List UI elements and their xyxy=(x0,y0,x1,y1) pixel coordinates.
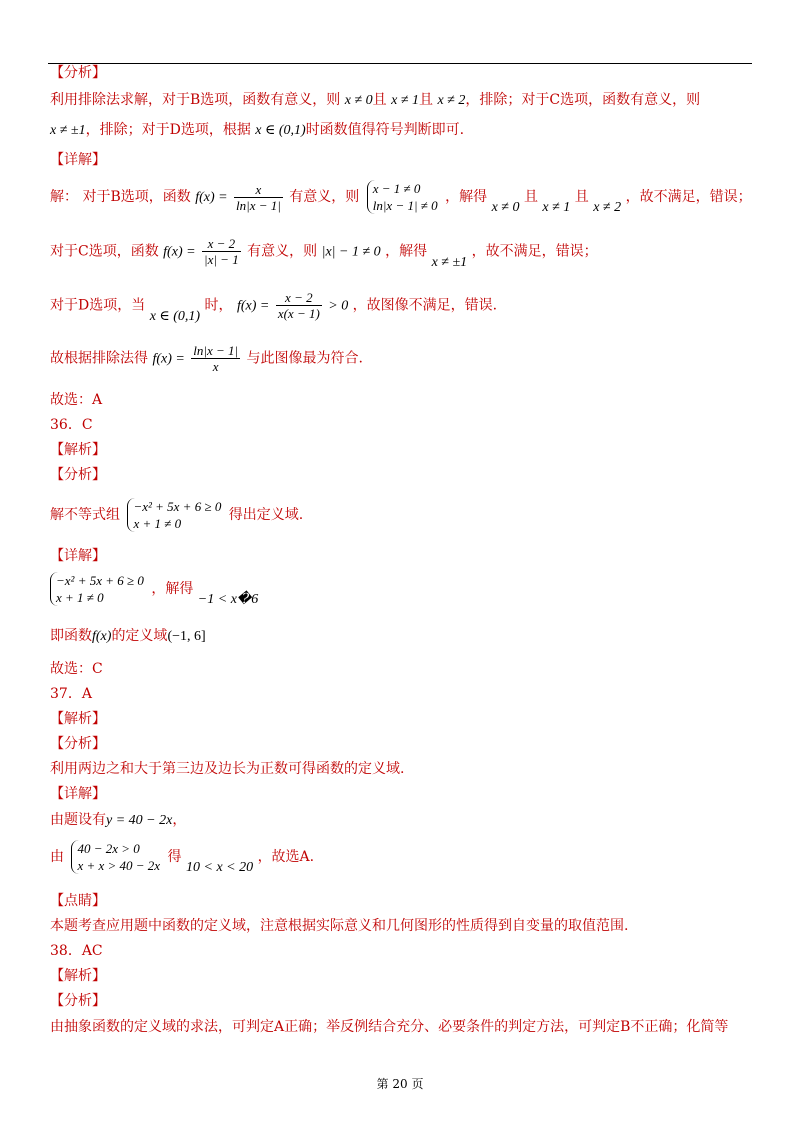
q37-comment: 本题考查应用题中函数的定义域，注意根据实际意义和几何图形的性质得到自变量的取值范围. xyxy=(50,918,629,934)
q36-choice: 故选：C xyxy=(50,661,103,677)
q37-system: 由 40 − 2x > 0 x + x > 40 − 2x 得 10 < x < 20 ，故选A. xyxy=(50,841,315,875)
q35-analysis-tag: 【分析】 xyxy=(50,65,106,81)
q38-analysis: 由抽象函数的定义域的求法，可判定A正确；举反例结合充分、必要条件的判定方法，可判定B不正确；化简等 xyxy=(50,1019,729,1035)
q35-option-b: 解： 对于B选项，函数 f(x) = $\frac{x}{\ln|x - 1|}$ 有意义，则 x − 1 ≠ 0 ln|x − 1| ≠ 0 ，解得 x ≠ 0 且 x ≠ 1 且 x ≠ 2 ，故不满足，错误； xyxy=(50,181,752,215)
q35-option-c: 对于C选项，函数 f(x) = $\frac{x - 2}{|x| - 1}$ 有意义，则 |x| − 1 ≠ 0 ，解得 x ≠ ±1 ，故不满足，错误； xyxy=(50,236,598,270)
page-number: 第 20 页 xyxy=(376,1077,424,1091)
header-rule xyxy=(48,63,752,64)
q35-conclusion: 故根据排除法得 f(x) = $\frac{\ln|x - 1|}{x}$ 与此图像最为符合. xyxy=(50,343,363,374)
q35-option-d: 对于D选项，当 x ∈ (0,1) 时， f(x) = $\frac{x - 2}{x(x - 1)}$ > 0 ，故图像不满足，错误. xyxy=(50,290,498,324)
q37-header: 37．A xyxy=(50,686,92,702)
q36-solution: −x² + 5x + 6 ≥ 0 x + 1 ≠ 0 ，解得 −1 < x�6 xyxy=(50,572,258,606)
q35-analysis-line2: x ≠ ±1，排除；对于D选项，根据 x ∈ (0,1)时函数值得符号判断即可. xyxy=(50,122,465,138)
q37-jiexi-tag: 【解析】 xyxy=(50,711,106,727)
q37-fenxi-tag: 【分析】 xyxy=(50,736,106,752)
q36-header: 36．C xyxy=(50,417,93,433)
q35-detail-tag: 【详解】 xyxy=(50,152,106,168)
q37-detail-tag: 【详解】 xyxy=(50,786,106,802)
q36-fenxi-tag: 【分析】 xyxy=(50,467,106,483)
q36-analysis: 解不等式组 −x² + 5x + 6 ≥ 0 x + 1 ≠ 0 得出定义域. xyxy=(50,499,304,531)
q35-analysis-line1: 利用排除法求解，对于B选项，函数有意义，则 x ≠ 0且 x ≠ 1且 x ≠ 2，排除；对于C选项，函数有意义，则 xyxy=(50,92,701,108)
q38-header: 38．AC xyxy=(50,943,103,959)
q35-choice: 故选：A xyxy=(50,392,103,408)
q37-setup: 由题设有y = 40 − 2x， xyxy=(50,812,187,828)
q36-domain: 即函数f(x)的定义域(−1, 6] xyxy=(50,628,206,644)
q36-detail-tag: 【详解】 xyxy=(50,548,106,564)
q37-analysis: 利用两边之和大于第三边及边长为正数可得函数的定义域. xyxy=(50,761,405,777)
q38-fenxi-tag: 【分析】 xyxy=(50,993,106,1009)
q36-jiexi-tag: 【解析】 xyxy=(50,442,106,458)
q38-jiexi-tag: 【解析】 xyxy=(50,968,106,984)
q37-dianjing-tag: 【点睛】 xyxy=(50,893,106,909)
